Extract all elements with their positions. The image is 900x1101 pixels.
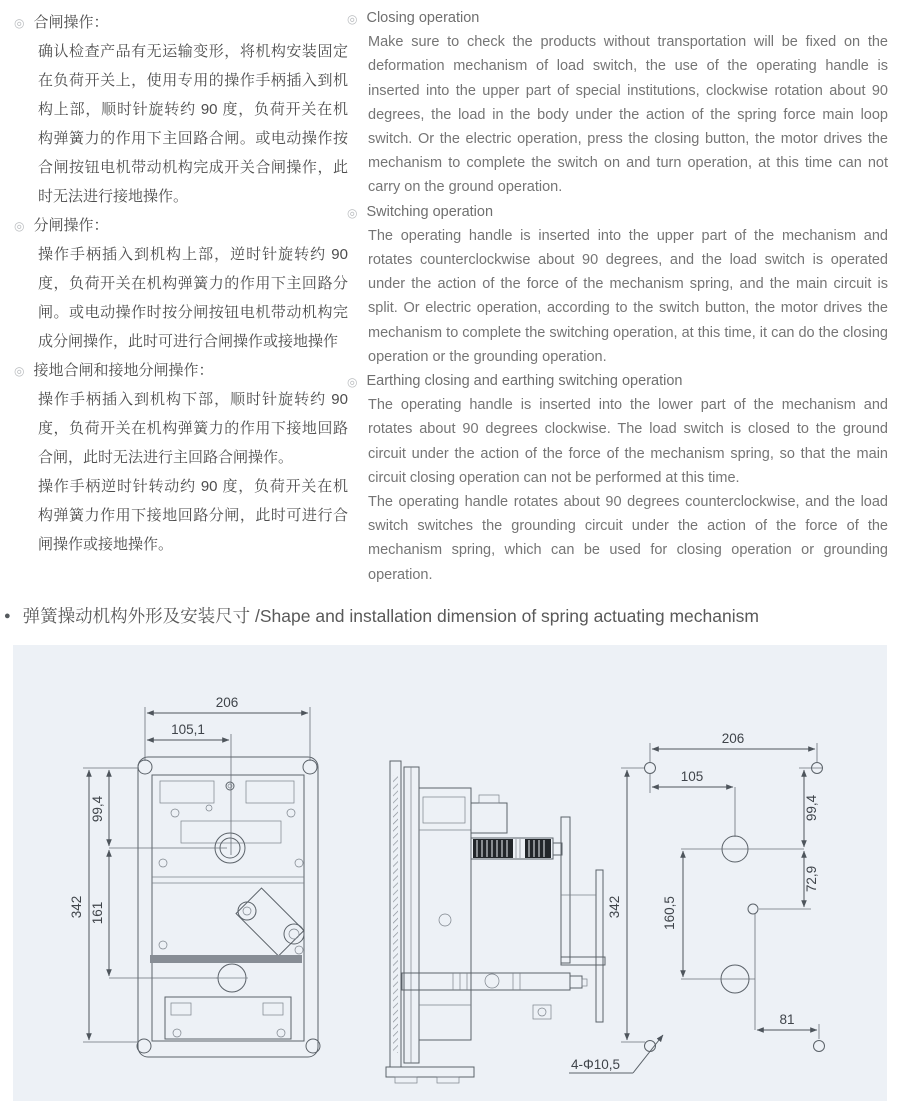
pattern-dim-half-width: 105: [680, 769, 704, 784]
ring-bullet-icon: ◎: [347, 205, 358, 220]
cn-section-2-title: 分闸操作：: [33, 217, 109, 234]
en-section-1-title: Closing operation: [366, 10, 480, 26]
chinese-instructions-column: [14, 8, 348, 559]
en-section-2-heading: [347, 200, 888, 224]
hole-pattern-drawing: [569, 731, 825, 1073]
front-view-drawing: [69, 695, 320, 1057]
pattern-dim-total-height: 342: [607, 895, 622, 919]
dot-bullet-icon: ●: [4, 609, 11, 622]
pattern-dim-total-width: 206: [721, 731, 745, 746]
pattern-hole-callout: 4-Φ10,5: [571, 1057, 621, 1072]
en-section-3-title: Earthing closing and earthing switching operation: [366, 373, 683, 390]
en-section-1-heading: [347, 6, 888, 30]
en-section-1-paragraph: Make sure to check the products without transportation will be fixed on the deformation mechanism of load switch, the use of the operating handle is inserted into the upper part of special institutions, clockwise rotation about 90 degrees, the load in the body under the action of the spring force main loop switch. Or the electric operation, press the closing button, the motor drives the mechanism to complete the switch on and turn operation, at this time can not carry on the ground operation.: [368, 34, 888, 196]
cn-section-3-title: 接地合闸和接地分闸操作：: [33, 362, 214, 379]
front-dim-total-width: 206: [215, 695, 239, 710]
en-section-3-paragraph-2: The operating handle rotates about 90 degrees counterclockwise, and the load switch switches the grounding circuit under the action of the force of the mechanism spring, which can be used for closing operation or grounding operation.: [368, 494, 888, 583]
front-dim-half-width: 105,1: [171, 722, 205, 737]
en-section-3-paragraph-1: The operating handle is inserted into the lower part of the mechanism and rotates about 90 degrees clockwise. The load switch is closed to the ground circuit under the action of the force of the mechanism spring, so that the main circuit closing operation can not be performed at this time.: [368, 397, 888, 486]
ring-bullet-icon: ◎: [347, 12, 358, 26]
cn-section-1-heading: [14, 8, 348, 37]
cn-section-1-paragraph: 确认检查产品有无运输变形，将机构安装固定在负荷开关上，使用专用的操作手柄插入到机构上部，顺时针旋转约 90 度，负荷开关在机构弹簧力的作用下主回路合闸。或电动操作按合闸按钮电机带动机构完成开关合闸操作，此时无法进行接地操作。: [38, 43, 348, 205]
pattern-dim-mid-height: 72,9: [804, 865, 819, 893]
front-dim-top-height: 99,4: [90, 795, 105, 823]
english-instructions-column: [347, 6, 888, 587]
cn-section-3-paragraph-2: 操作手柄逆时针转动约 90 度，负荷开关在机构弹簧力作用下接地回路分闸，此时可进行合闸操作或接地操作。: [38, 478, 348, 553]
dimension-section-header: [2, 603, 888, 628]
ring-bullet-icon: ◎: [14, 364, 25, 378]
pattern-dim-bottom-width: 81: [779, 1012, 795, 1027]
en-section-3-heading: [347, 369, 888, 393]
ring-bullet-icon: ◎: [14, 16, 25, 30]
cn-section-1-title: 合闸操作：: [33, 14, 109, 31]
front-dim-mid-height: 161: [90, 901, 105, 925]
cn-section-2-heading: [14, 211, 348, 240]
page-title: 弹簧操动机构外形及安装尺寸 /Shape and installation dimension of spring actuating mechanism: [22, 606, 759, 626]
ring-bullet-icon: ◎: [14, 219, 25, 233]
mechanism-dimension-drawing: [13, 645, 887, 1101]
cn-section-3-heading: [14, 356, 348, 385]
pattern-dim-center-distance: 160,5: [662, 896, 677, 930]
drawing-panel: [13, 645, 887, 1101]
en-section-2-paragraph: The operating handle is inserted into the upper part of the mechanism and rotates counterclockwise about 90 degrees, and the load switch is operated under the action of the force of the mechanism spring, and the main circuit is split. Or electric operation, according to the switch button, the motor drives the mechanism to complete the switching operation, at this time, it can do the closing operation or the grounding operation.: [368, 227, 888, 365]
en-section-2-title: Switching operation: [366, 203, 494, 220]
front-dim-total-height: 342: [69, 895, 84, 919]
ring-bullet-icon: ◎: [347, 375, 358, 390]
cn-section-3-paragraph-1: 操作手柄插入到机构下部，顺时针旋转约 90 度，负荷开关在机构弹簧力的作用下接地回路合闸，此时无法进行主回路合闸操作。: [38, 391, 348, 466]
cn-section-2-paragraph: 操作手柄插入到机构上部，逆时针旋转约 90 度，负荷开关在机构弹簧力的作用下主回路分闸。或电动操作时按分闸按钮电机带动机构完成分闸操作，此时可进行合闸操作或接地操作: [38, 246, 348, 350]
side-view-drawing: [386, 761, 605, 1083]
pattern-dim-top-height: 99,4: [804, 794, 819, 822]
